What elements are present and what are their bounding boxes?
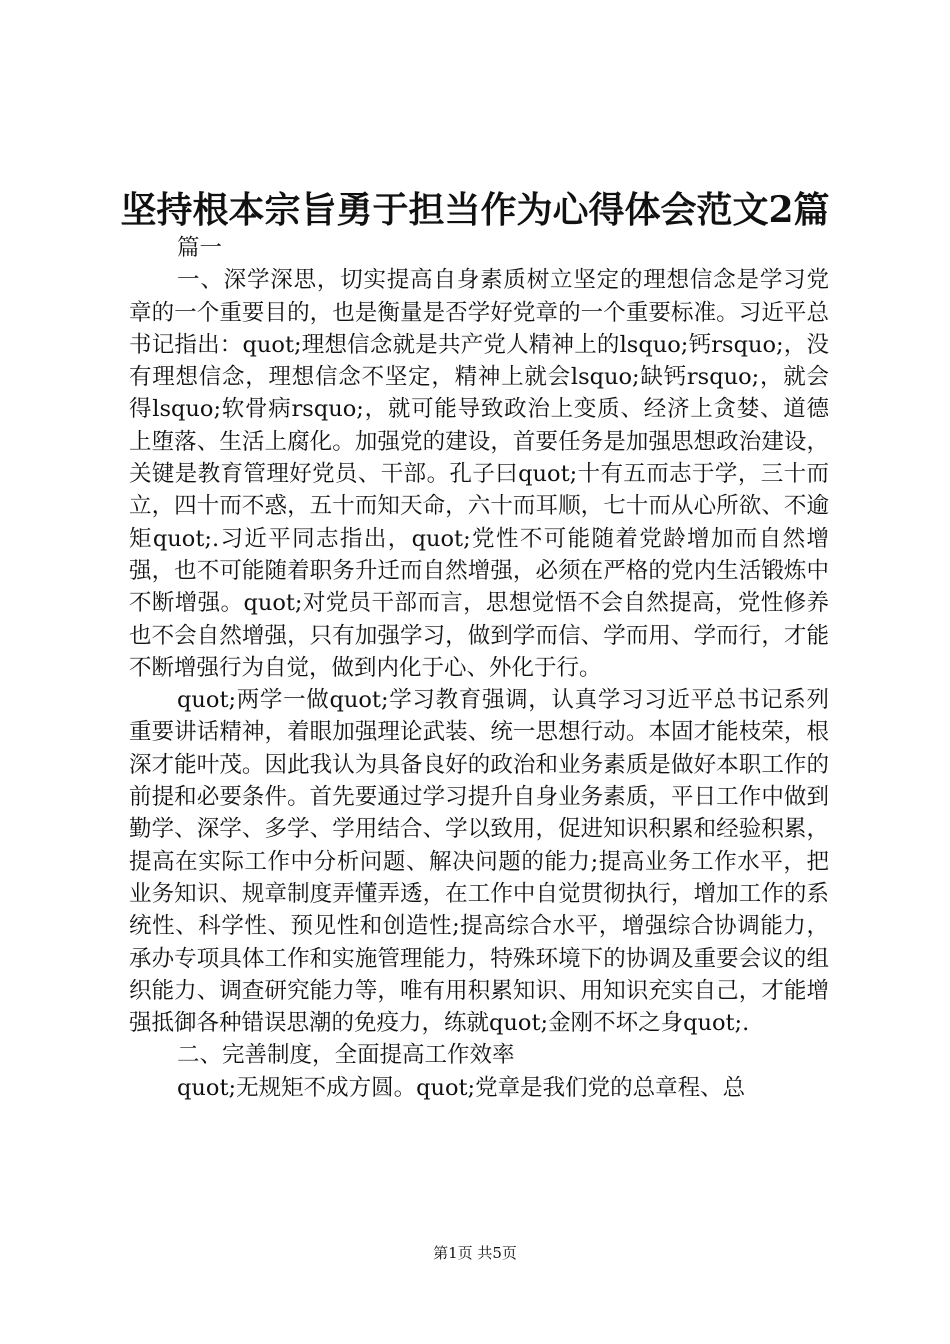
paragraph: 一、深学深思，切实提高自身素质树立坚定的理想信念是学习党章的一个重要目的，也是衡量是否学好党章的一个重要标准。习近平总书记指出：quot;理想信念就是共产党人精神上的lsquo;钙rsquo;，没有理想信念，理想信念不坚定，精神上就会lsquo;缺钙rsquo;，就会得lsquo;软骨病rsquo;，就可能导致政治上变质、经济上贪婪、道德上堕落、生活上腐化。加强党的建设，首要任务是加强思想政治建设，关键是教育管理好党员、干部。孔子曰quot;十有五而志于学，三十而立，四十而不惑，五十而知天命，六十而耳顺，七十而从心所欲、不逾矩quot;.习近平同志指出，quot;党性不可能随着党龄增加而自然增强，也不可能随着职务升迁而自然增强，必须在严格的党内生活锻炼中不断增强。quot;对党员干部而言，思想觉悟不会自然提高，党性修养也不会自然增强，只有加强学习，做到学而信、学而用、学而行，才能不断增强行为自觉，做到内化于心、外化于行。 <box>129 267 829 681</box>
page-number: 第1页 共5页 <box>433 1244 517 1262</box>
paragraph: quot;两学一做quot;学习教育强调，认真学习习近平总书记系列重要讲话精神，着眼加强理论武装、统一思想行动。本固才能枝荣，根深才能叶茂。因此我认为具备良好的政治和业务素质是做好本职工作的前提和必要条件。首先要通过学习提升自身业务素质，平日工作中做到勤学、深学、多学、学用结合、学以致用，促进知识积累和经验积累，提高在实际工作中分析问题、解决问题的能力;提高业务工作水平，把业务知识、规章制度弄懂弄透，在工作中自觉贯彻执行，增加工作的系统性、科学性、预见性和创造性;提高综合水平，增强综合协调能力，承办专项具体工作和实施管理能力，特殊环境下的协调及重要会议的组织能力、调查研究能力等，唯有用积累知识、用知识充实自己，才能增强抵御各种错误思潮的免疫力，练就quot;金刚不坏之身quot;. <box>129 687 829 1037</box>
document-title: 坚持根本宗旨勇于担当作为心得体会范文2篇 <box>120 189 830 231</box>
document-body <box>129 232 829 1104</box>
paragraph: quot;无规矩不成方圆。quot;党章是我们党的总章程、总 <box>177 1074 746 1101</box>
section-label: 篇一 <box>177 235 223 261</box>
section-heading: 二、完善制度，全面提高工作效率 <box>177 1042 515 1069</box>
